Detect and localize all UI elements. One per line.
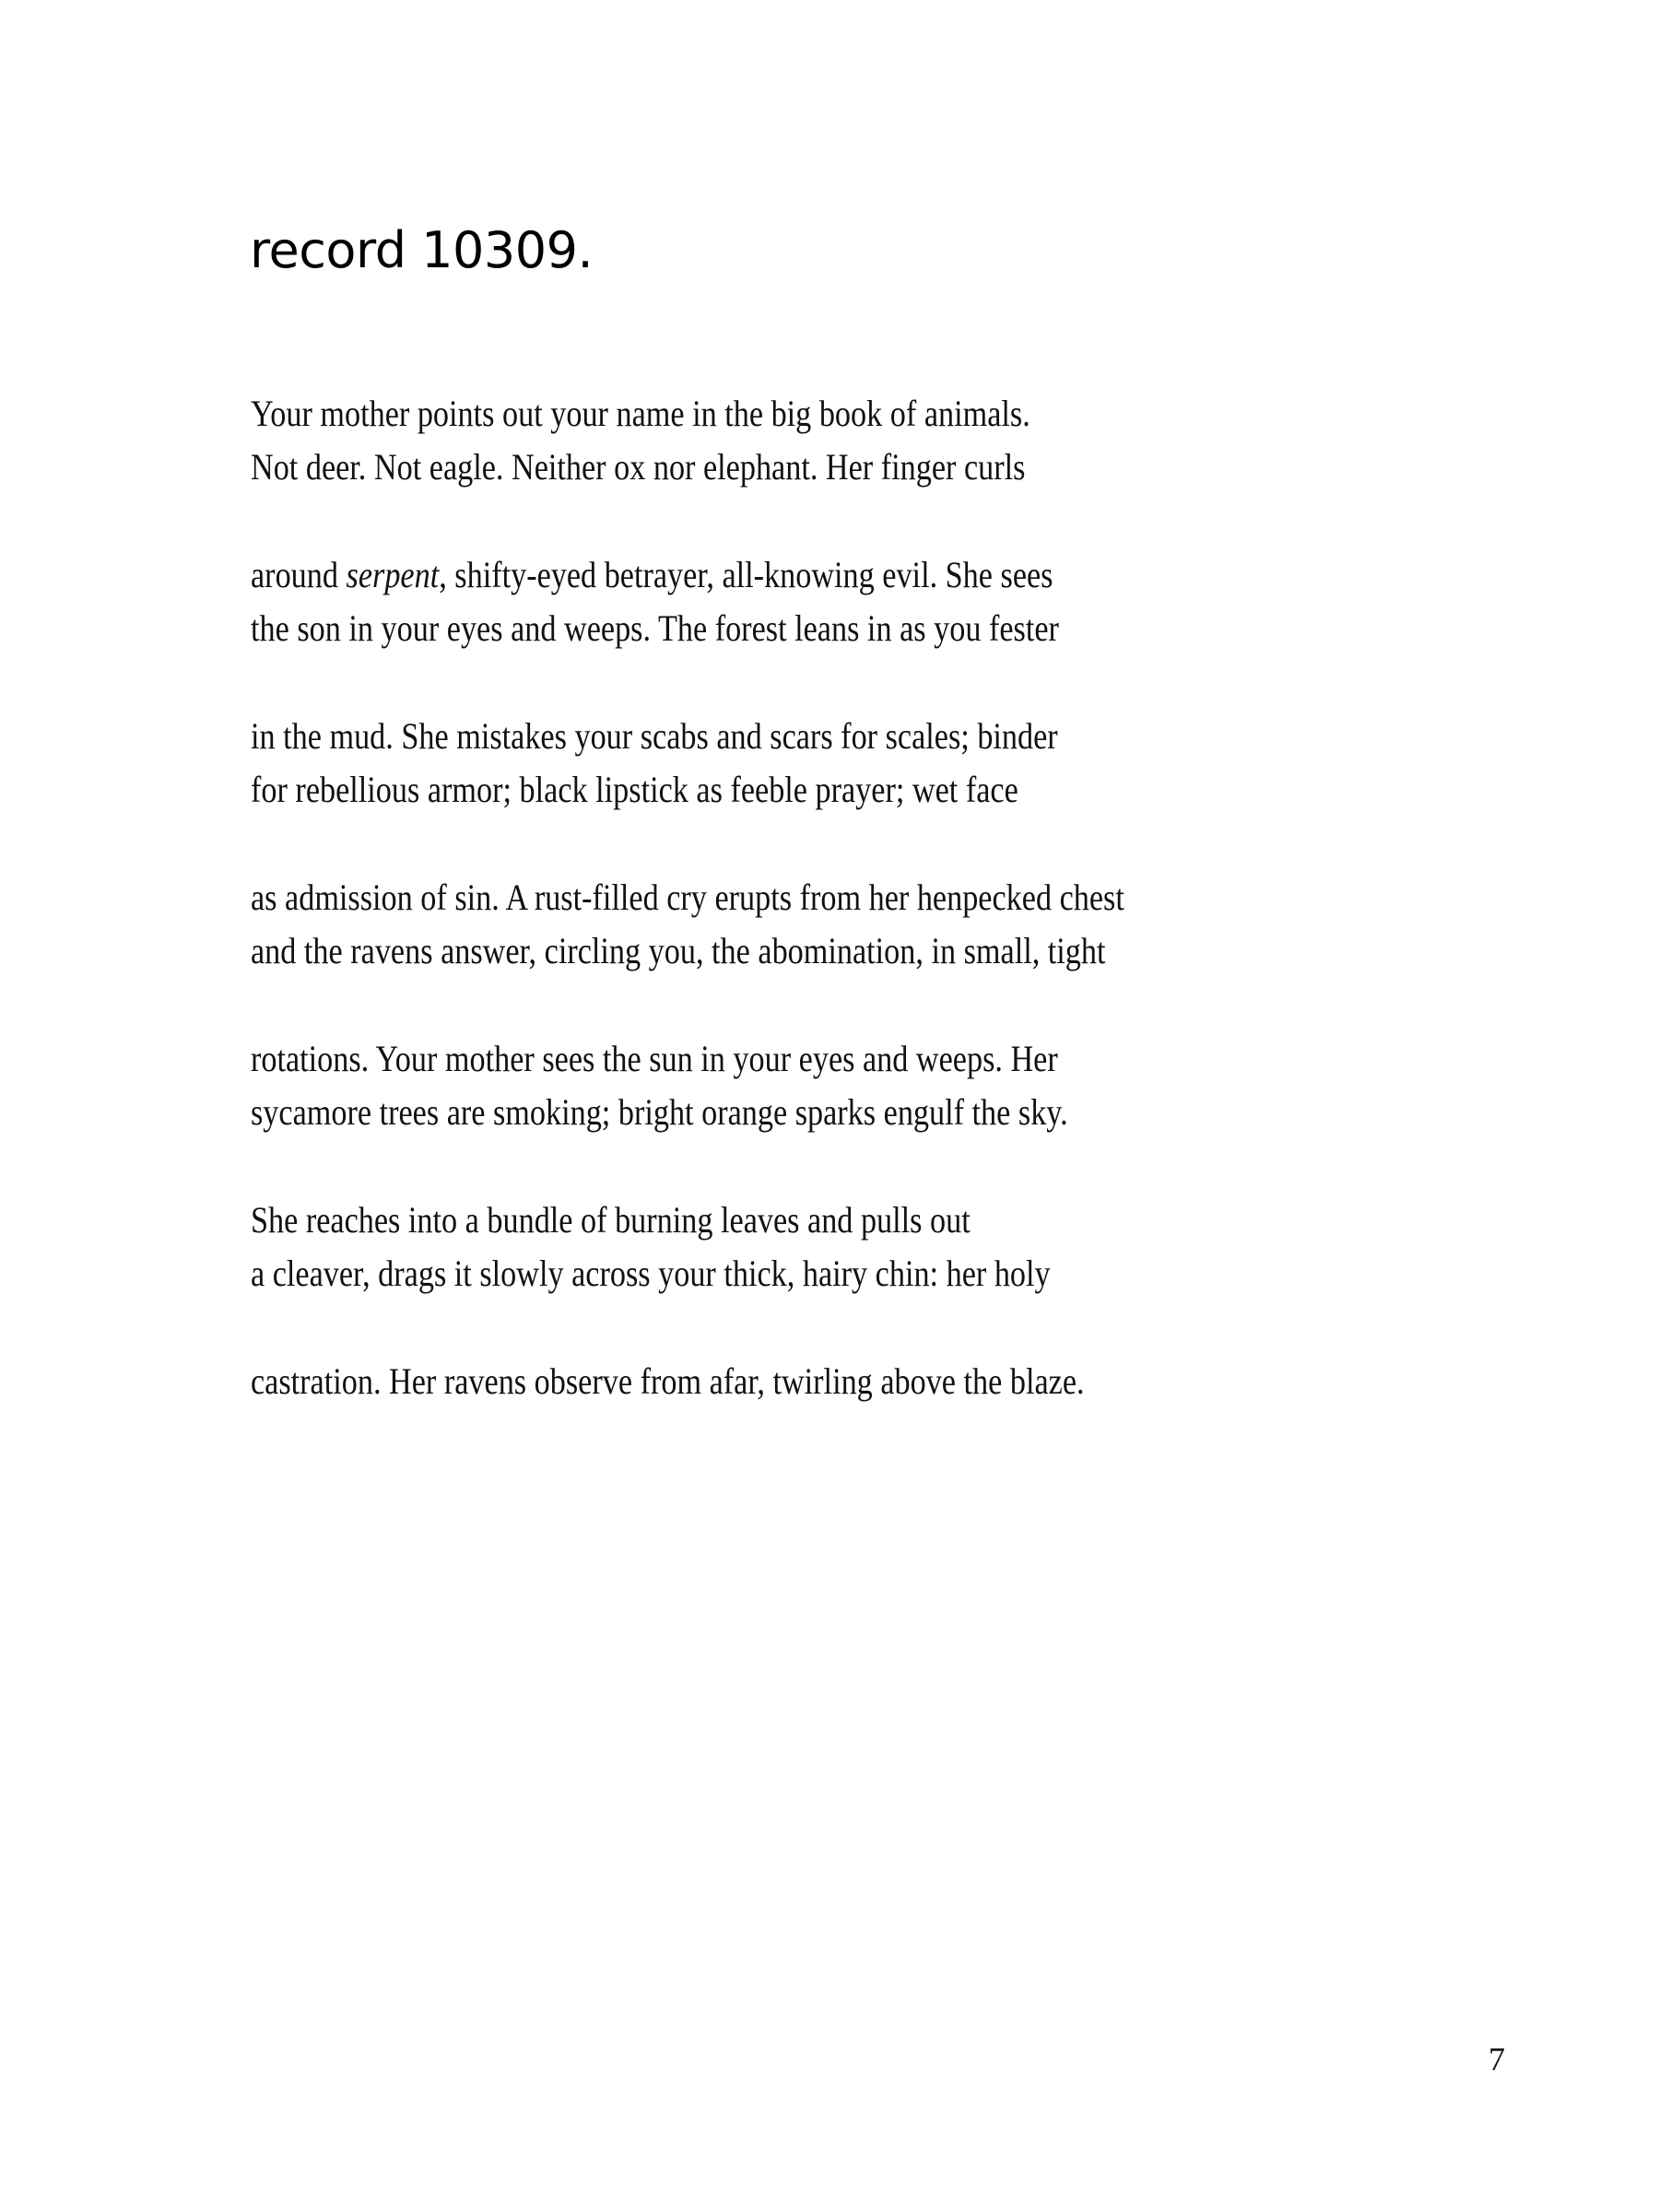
poem-line: the son in your eyes and weeps. The forest leans in as you fester <box>251 607 1059 649</box>
poem-line: castration. Her ravens observe from afar, twirling above the blaze. <box>251 1360 1085 1402</box>
stanza <box>251 548 1449 710</box>
poem-title: record 10309. <box>250 221 594 279</box>
poem-line: for rebellious armor; black lipstick as feeble prayer; wet face <box>251 769 1018 810</box>
stanza <box>251 1194 1449 1355</box>
poem-body <box>251 387 1449 1516</box>
stanza <box>251 387 1449 548</box>
line-segment: around <box>251 554 347 595</box>
poem-line: as admission of sin. A rust-filled cry erupts from her henpecked chest <box>251 877 1124 918</box>
poem-line: sycamore trees are smoking; bright orange sparks engulf the sky. <box>251 1091 1068 1133</box>
stanza <box>251 1032 1449 1194</box>
stanza <box>251 1355 1449 1516</box>
page-number: 7 <box>1488 2041 1505 2077</box>
poem-line: and the ravens answer, circling you, the abomination, in small, tight <box>251 930 1106 971</box>
poem-line: in the mud. She mistakes your scabs and scars for scales; binder <box>251 715 1058 757</box>
poem-line: Not deer. Not eagle. Neither ox nor elephant. Her finger curls <box>251 446 1026 488</box>
poem-line: She reaches into a bundle of burning leaves and pulls out <box>251 1199 971 1241</box>
italic-word: serpent <box>346 554 440 595</box>
poem-line: Your mother points out your name in the big book of animals. <box>251 393 1030 434</box>
stanza <box>251 710 1449 871</box>
poem-line: rotations. Your mother sees the sun in your eyes and weeps. Her <box>251 1038 1058 1079</box>
poem-line <box>251 548 1276 602</box>
line-segment: , shifty-eyed betrayer, all-knowing evil. She sees <box>439 554 1053 595</box>
stanza <box>251 871 1449 1032</box>
poem-line: a cleaver, drags it slowly across your thick, hairy chin: her holy <box>251 1253 1051 1294</box>
